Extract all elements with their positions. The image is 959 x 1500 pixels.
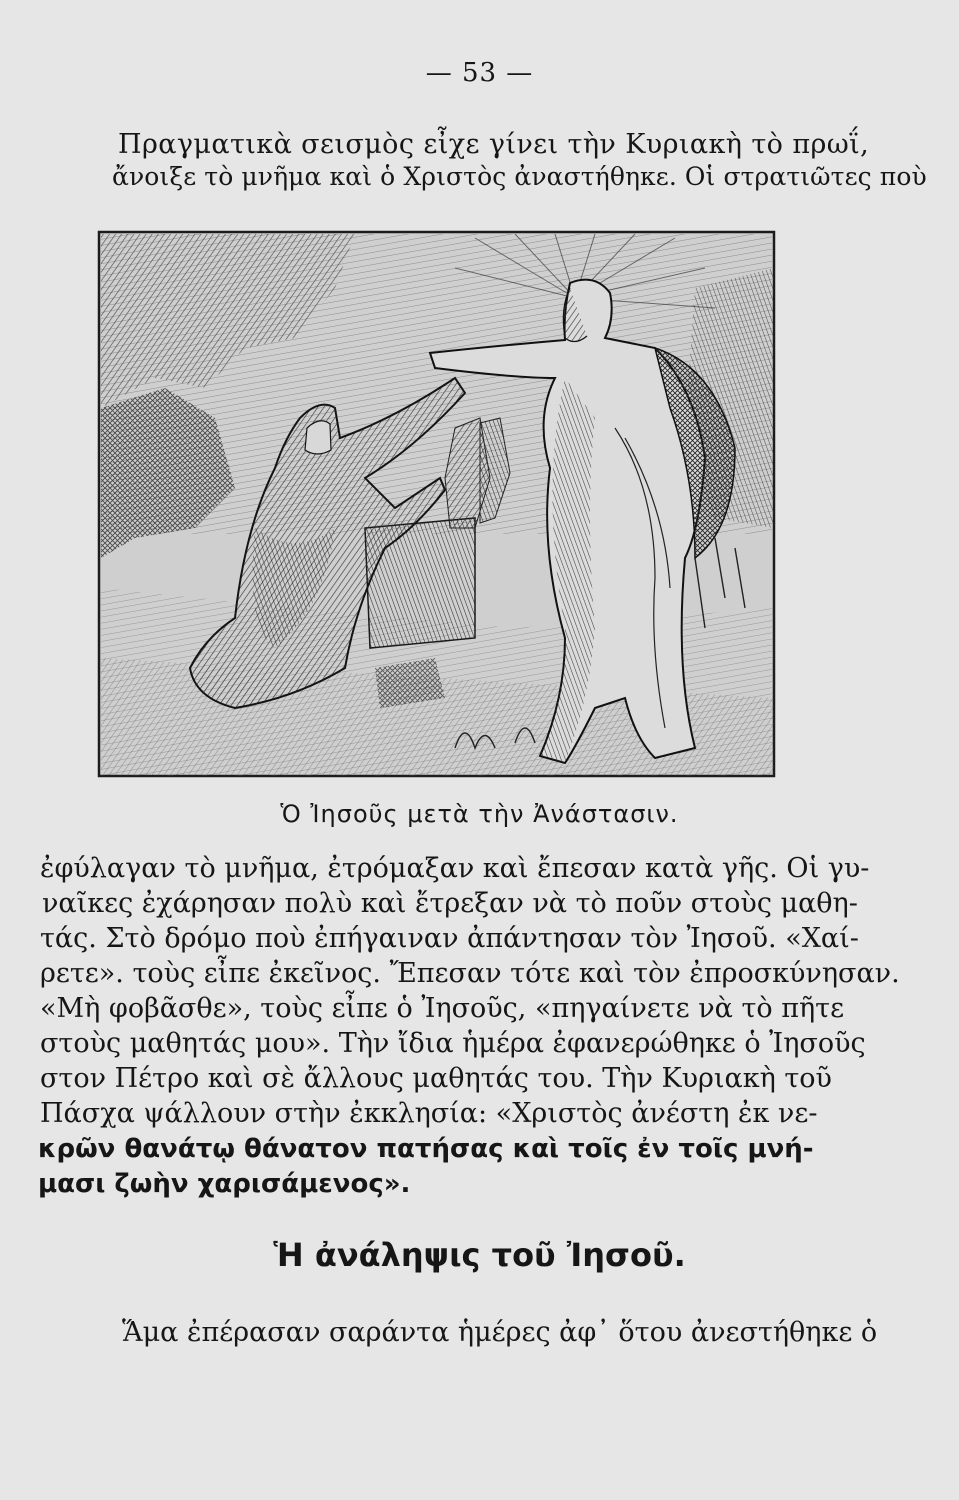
text-line: Πάσχα ψάλλουν στὴν ἐκκλησία: «Χριστὸς ἀνέστη ἐκ νε- xyxy=(40,1098,818,1129)
engraving-illustration xyxy=(95,228,778,780)
text-line: ναῖκες ἐχάρησαν πολὺ καὶ ἔτρεξαν νὰ τὸ ποῦν στοὺς μαθη- xyxy=(42,888,858,919)
page-number: — 53 — xyxy=(425,58,534,88)
text-line: Πραγματικὰ σεισμὸς εἶχε γίνει τὴν Κυριακὴ τὸ πρωΐ, xyxy=(118,129,870,160)
text-line: στον Πέτρο καὶ σὲ ἄλλους μαθητάς του. Τὴν Κυριακὴ τοῦ xyxy=(40,1063,832,1094)
text-line: «Μὴ φοβᾶσθε», τοὺς εἶπε ὁ Ἰησοῦς, «πηγαίνετε νὰ τὸ πῆτε xyxy=(40,993,845,1024)
text-line: Ἅμα ἐπέρασαν σαράντα ἡμέρες ἀφ᾽ ὅτου ἀνεστήθηκε ὁ xyxy=(122,1317,878,1348)
text-line: ἐφύλαγαν τὸ μνῆμα, ἐτρόμαξαν καὶ ἔπεσαν κατὰ γῆς. Οἱ γυ- xyxy=(40,853,870,884)
text-line: ἄνοιξε τὸ μνῆμα καὶ ὁ Χριστὸς ἀναστήθηκε. Οἱ στρατιῶτες ποὺ xyxy=(112,162,927,191)
figure-caption: Ὁ Ἰησοῦς μετὰ τὴν Ἀνάστασιν. xyxy=(280,800,679,828)
text-line: ρετε». τοὺς εἶπε ἐκεῖνος. Ἔπεσαν τότε καὶ τὸν ἐπροσκύνησαν. xyxy=(40,958,900,989)
text-line: στοὺς μαθητάς μου». Τὴν ἴδια ἡμέρα ἐφανερώθηκε ὁ Ἰησοῦς xyxy=(40,1028,866,1059)
text-line: τάς. Στὸ δρόμο ποὺ ἐπήγαιναν ἀπάντησαν τὸν Ἰησοῦ. «Χαί- xyxy=(40,923,859,954)
text-line: μασι ζωὴν χαρισάμενος». xyxy=(38,1169,411,1199)
section-heading: Ἡ ἀνάληψις τοῦ Ἰησοῦ. xyxy=(273,1236,686,1274)
text-line: κρῶν θανάτῳ θάνατον πατήσας καὶ τοῖς ἐν τοῖς μνή- xyxy=(38,1134,814,1164)
